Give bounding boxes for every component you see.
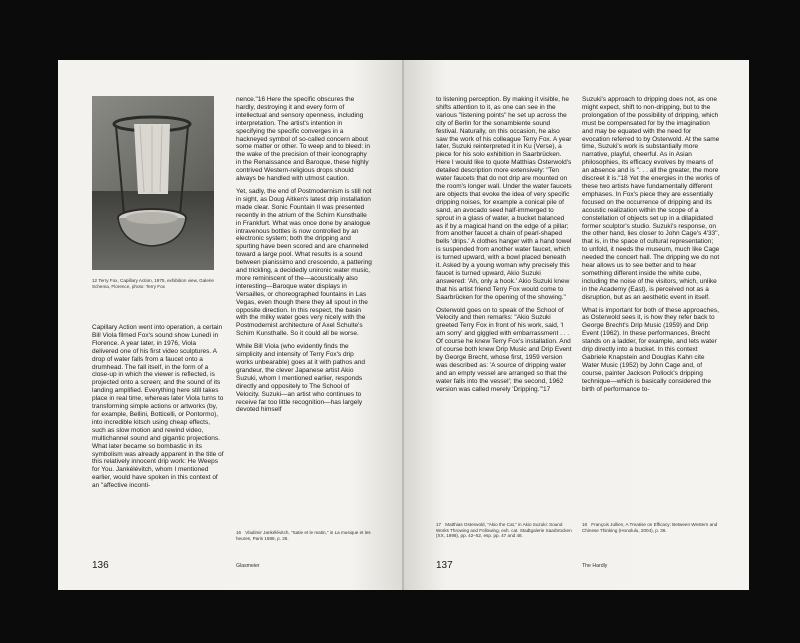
left-page [58, 60, 403, 590]
right-column-2 [582, 96, 720, 399]
left-column-1 [92, 324, 224, 495]
photo-image [92, 96, 214, 270]
paragraph: While Bill Viola (who evidently finds the simplicity and intensity of Terry Fox's drip works unbearable) goes at it with pathos and grandeur, the clever Japanese artist Akio Suzuki, whom I mentioned earlier, responds directly and oppositely to The School of Velocity. Suzuki—an artist who continues to receive far too little recognition—has largely devoted himself [236, 343, 365, 414]
right-column-1 [436, 96, 572, 399]
paragraph: Capillary Action went into operation, a certain Bill Viola filmed Fox's sound show Lunedì in Florence. A year later, in 1976, Viola delivered one of his first video sculptures. A drop of water falls from a faucet onto a drumhead. The fall itself, in the form of a close-up in which the viewer is reflected, is projected onto a screen; and the sound of its landing amplified. Everything here still takes place in real time, whereas later Viola turns to transforming simple actions or artworks (by, for example, Bellini, Botticelli, or Pontormo), into incredible kitsch using cheap effects, such as slow motion and rewind video, multichannel sound and gigantic projections. What later became so bombastic in its symbolism was already apparent in the title of this relatively innocent drip work: He Weeps for You. Jankélévitch, whom I mentioned earlier, would have spoken in this context of an "affective inconti- [92, 324, 224, 490]
left-column-2 [236, 96, 372, 419]
paragraph: Osterwold goes on to speak of the School of Velocity and then remarks: "Akio Suzuki greeted Terry Fox in front of his work, said, 'I am sorry' and giggled with embarrassment . . . Of course he knew Terry Fox's installation. And of course both knew Drip Music and Drip Event by George Brecht, whose first, 1959 version was described as: 'A source of dripping water and an empty vessel are arranged so that the water falls into the vessel'; the second, 1962 version was called merely 'Dripping.'"17 [436, 306, 572, 393]
caption-number: 12 [92, 278, 98, 283]
paragraph: Suzuki's approach to dripping does not, as one might expect, shift to non-dripping, but to the prolongation of the possibility of dripping, which must be compensated for by the imagination and may be equated with the need for evocation referred to by Osterwold. At the same time, Suzuki's work is substantially more narrative, playful, cheerful. As in Asian philosophies, its efficacy evolves by means of an absence and is ". . . all the greater, the more discreet it is."18 Yet the energies in the works of these two artists have fundamentally different emphases. In Fox's piece they are essentially focused on the occurrence of dripping and its acoustic realization within the scope of a constellation of objects set up in a dilapidated former sculptor's studio. Suzuki's response, on the other hand, lies closer to John Cage's 4'33", that is, in the space of cultural representation; to unfold, it needs the museum, much like Cage needed the concert hall. The dripping we do not hear allows us to see better and to hear something different inside the white cube, including the noise of the visitors, which, unlike in the Academy (East), is perceived not as a disruption, but as an aesthetic event in itself. [582, 96, 720, 301]
footnote-number: 18 [582, 522, 588, 527]
right-page [404, 60, 749, 590]
paragraph: What is important for both of these approaches, as Osterwold sees it, is how they refer back to George Brecht's Drip Music (1959) and Drip Event (1962). In these performances, Brecht stands on a ladder, for example, and lets water drip directly into a bucket. In this context Gabriele Knapstein and Douglas Kahn cite Water Music (1952) by John Cage and, of course, painter Jackson Pollock's dripping technique—which is basically considered the birth of performance to- [582, 306, 719, 393]
paragraph: nence."16 Here the specific obscures the hardly, destroying it and every form of intellectual and sensory openness, including interpretation. The artist's intention in specifying the specific converges in a hackneyed symbol of so-called concern about some matter or other. To weep and to bleed: in the wake of the precision of their iconography in the Renaissance and Baroque, these highly contrived Western-religious drops should always be handled with utmost caution. [236, 96, 370, 183]
footnote-text: Matthias Osterwold, "Akio the Cat," in Akio Suzuki: Sound Works Throwing and Following, exh. cat. Stadtgalerie Saarbrücken (XX, 1998), pp. 42–52, esp. pp. 47 and 48. [436, 522, 572, 539]
footnote-16 [236, 530, 372, 541]
page-number-left: 136 [92, 560, 109, 571]
open-book [58, 60, 752, 590]
footnote-number: 16 [236, 530, 242, 535]
paragraph: to listening perception. By making it visible, he shifts attention to it, as one can see in the various "listening points" he set up across the city of Berlin for the sonambiente sound festival. Naturally, on this occasion, he also saw the work of his colleague Terry Fox. A year later, Suzuki reinterpreted it in Ku (Verse), a piece for his solo exhibition in Saarbrücken. Here I would like to quote Matthias Osterwold's detailed description more extensively: "Ten water faucets that do not drip are mounted on the room's longer wall. Under the water faucets are objects that evoke the idea of very specific dripping noises, for example a conical pile of sand, an avocado seed half-immerged to sprout in a glass of water, a bucket balanced as if by a magical hand on the edge of a pillar; from another faucet a chain of pearl-shaped bells 'drips.' A clothes hanger with a hand towel is suspended from another water faucet, which is turned upward, with a bowl placed beneath it. Asked by a young woman why precisely this faucet is turned upward, Akio Suzuki answered: 'Ah, only a hook.' Akio Suzuki knew that his artist friend Terry Fox would come to Saarbrücken for the opening of the showing." [436, 96, 572, 301]
running-head-right: The Hardly [582, 563, 608, 569]
footnote-number: 17 [436, 522, 442, 527]
running-head-left: Glasmeier [236, 563, 260, 569]
caption-text: Terry Fox, Capillary Action, 1975, exhibition view, Galerie Schema, Florence, photo: Terry Fox [92, 278, 214, 289]
figure-caption [92, 278, 222, 289]
footnote-text: François Jullien, A Treatise on Efficacy: Between Western and Chinese Thinking (Honolulu, 2004), p. 36. [582, 522, 718, 533]
footnote-17 [436, 522, 572, 539]
exhibition-photo [92, 96, 214, 270]
footnote-text: Vladimir Jankélévitch, "Satie et le matin," in La musique et les heures, Paris 1988, p. 26. [236, 530, 371, 541]
paragraph: Yet, sadly, the end of Postmodernism is still not in sight, as Doug Aitken's latest drip installation made clear. Sonic Fountain II was presented recently in the atrium of the Schirn Kunsthalle in Frankfurt. What was once done by analogue intravenous bottles is now controlled by an electronic system; both the dripping and spurting have been scored and are channeled toward a large pool. What results is a sound between pianissimo and crescendo, a pattering and trickling, a decidedly unironic water music, more reminiscent of the—acoustically also interesting—Baroque water displays in Versailles, or choreographed fountains in Las Vegas, even though there they all spout in the opposite direction. In this respect, the basin with the milky water goes very nicely with the Postmodernist architecture of Axel Schulte's Schirn Kunsthalle. So it could all be worse. [236, 187, 372, 338]
page-number-right: 137 [436, 560, 453, 571]
footnote-18 [582, 522, 720, 533]
